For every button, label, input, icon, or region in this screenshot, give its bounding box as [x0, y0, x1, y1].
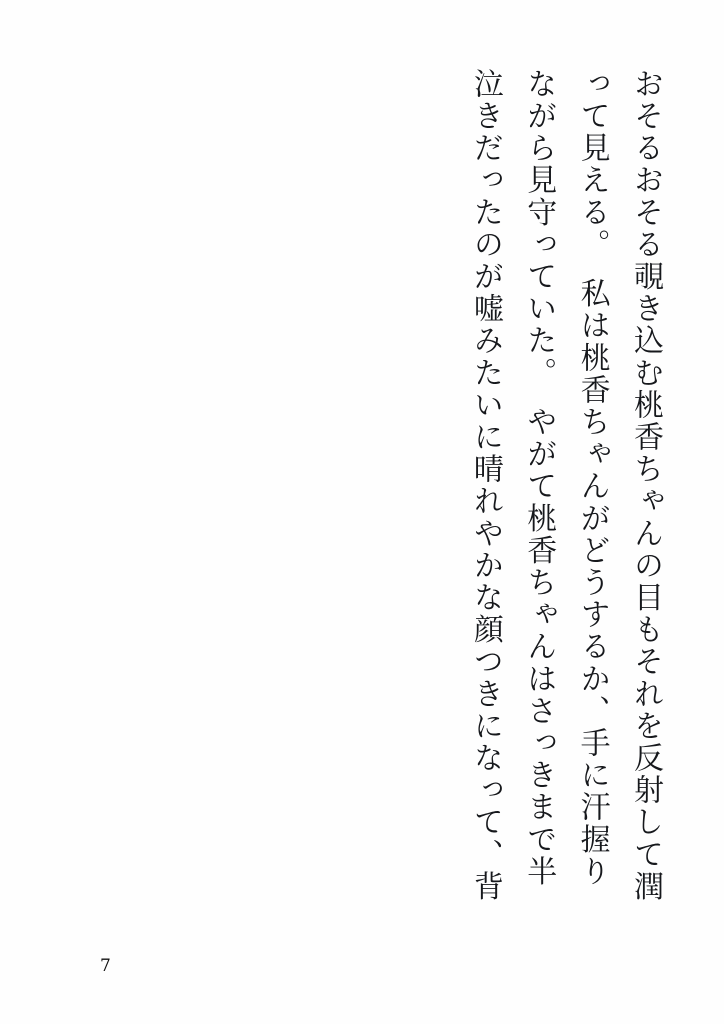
- body-text-vertical: [112, 68, 672, 908]
- body-paragraph: おそるおそる覗き込む桃香ちゃんの目もそれを反射して潤って見える。 私は桃香ちゃんがどうするか、手に汗握りながら見守っていた。 やがて桃香ちゃんはさっきまで半泣きだったのが嘘みたいに晴れやかな顔つきになって、背: [467, 68, 663, 903]
- page-number: 7: [100, 956, 111, 976]
